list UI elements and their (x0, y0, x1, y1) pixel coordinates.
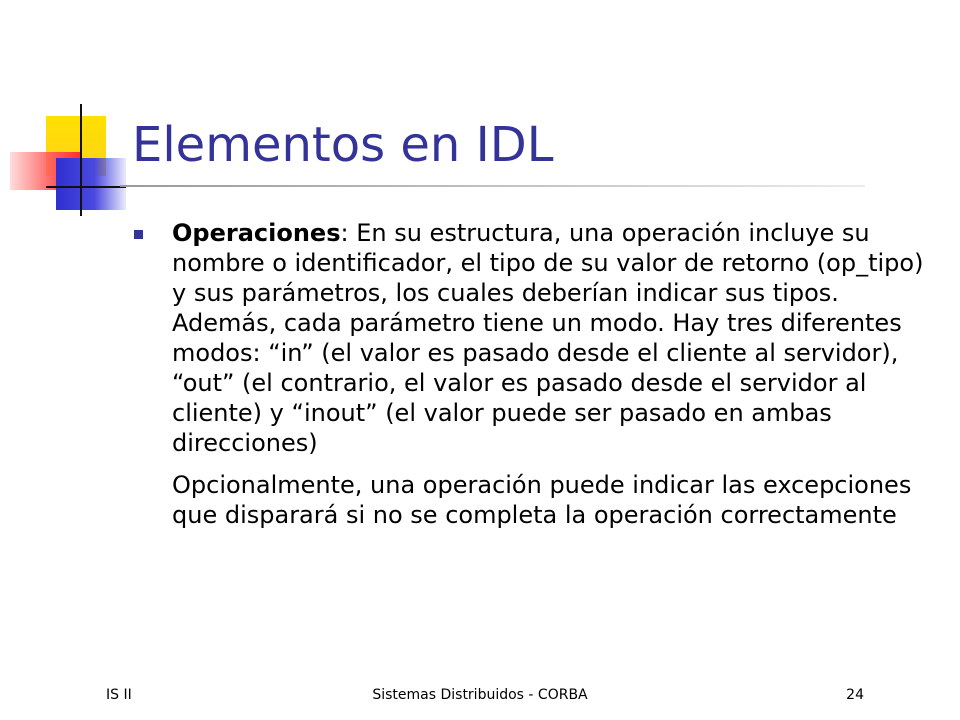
colored-squares-logo (0, 90, 140, 220)
title-underline (120, 185, 865, 187)
square-bullet-icon (134, 230, 143, 239)
page-number: 24 (846, 687, 864, 703)
slide-title: Elementos en IDL (132, 117, 554, 173)
logo-vertical-line (80, 104, 82, 216)
footer-course: IS II (106, 687, 132, 703)
footer-title: Sistemas Distribuidos - CORBA (372, 687, 588, 703)
logo-blue-square (56, 158, 126, 210)
bullet-item (134, 218, 934, 458)
body-paragraph: Opcionalmente, una operación puede indicar las excepciones que disparará si no se completa la operación correctamente (172, 471, 912, 529)
bullet-term: Operaciones (172, 219, 341, 247)
bullet-text: : En su estructura, una operación incluye su nombre o identificador, el tipo de su valor de retorno (op_tipo) y sus parámetros, los cuales deberían indicar sus tipos. Además, cada parámetro tiene un modo. Hay tres diferentes modos: “in” (el valor es pasado desde el cliente al servidor), “out” (el contrario, el valor es pasado desde el servidor al cliente) y “inout” (el valor puede ser pasado en ambas direcciones) (172, 219, 924, 457)
logo-horizontal-line (46, 186, 126, 188)
slide-body (134, 218, 934, 530)
